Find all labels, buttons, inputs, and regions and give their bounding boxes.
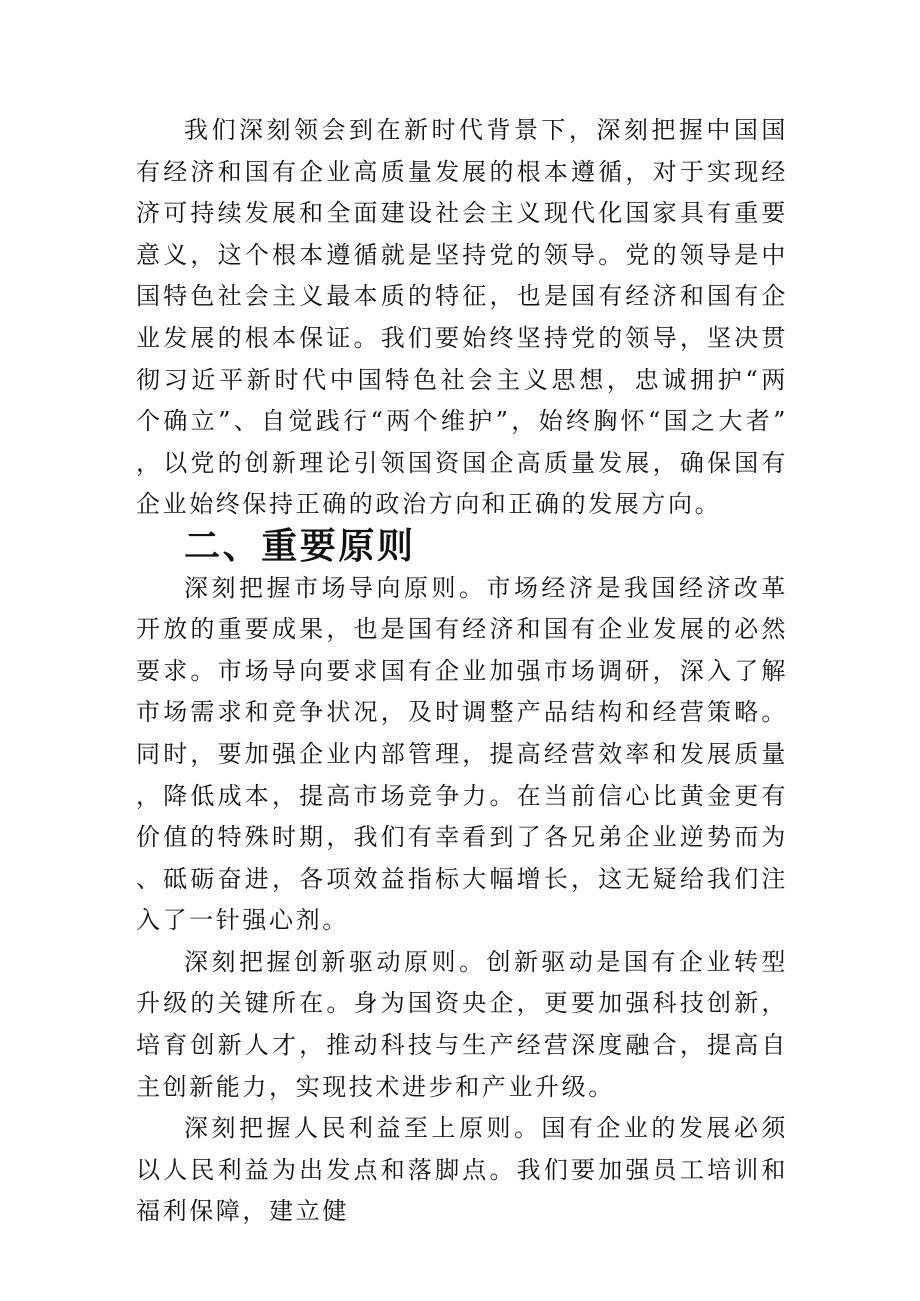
paragraph-innovation-driven: 深刻把握创新驱动原则。创新驱动是国有企业转型升级的关键所在。身为国资央企，更要加强科技创新，培育创新人才，推动科技与生产经营深度融合，提高自主创新能力，实现技术进步和产业升级。	[136, 947, 788, 1101]
paragraph-market-orientation: 深刻把握市场导向原则。市场经济是我国经济改革开放的重要成果，也是国有经济和国有企业发展的必然要求。市场导向要求国有企业加强市场调研，深入了解市场需求和竞争状况，及时调整产品结构和经营策略。同时，要加强企业内部管理，提高经营效率和发展质量，降低成本，提高市场竞争力。在当前信心比黄金更有价值的特殊时期，我们有幸看到了各兄弟企业逆势而为、砥砺奋进，各项效益指标大幅增长，这无疑给我们注入了一针强心剂。	[136, 573, 788, 935]
document-page	[136, 110, 788, 1233]
paragraph-intro: 我们深刻领会到在新时代背景下，深刻把握中国国有经济和国有企业高质量发展的根本遵循，对于实现经济可持续发展和全面建设社会主义现代化国家具有重要意义，这个根本遵循就是坚持党的领导。党的领导是中国特色社会主义最本质的特征，也是国有经济和国有企业发展的根本保证。我们要始终坚持党的领导，坚决贯彻习近平新时代中国特色社会主义思想，忠诚拥护“两个确立”、自觉践行“两个维护”，始终胸怀“国之大者”，以党的创新理论引领国资国企高质量发展，确保国有企业始终保持正确的政治方向和正确的发展方向。	[136, 116, 788, 519]
section-heading-principles: 二、重要原则	[184, 525, 416, 567]
paragraph-people-first: 深刻把握人民利益至上原则。国有企业的发展必须以人民利益为出发点和落脚点。我们要加强员工培训和福利保障，建立健	[136, 1114, 788, 1226]
